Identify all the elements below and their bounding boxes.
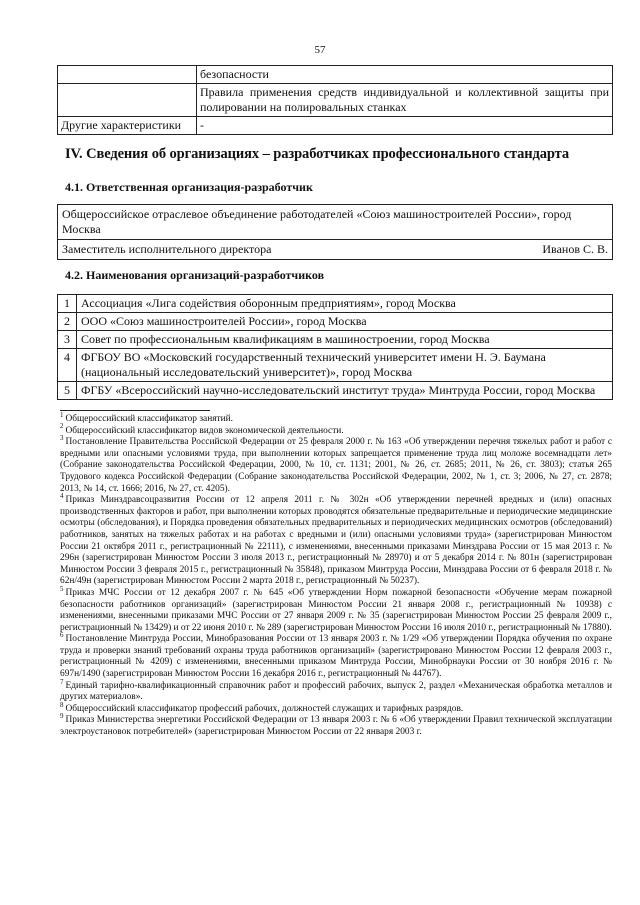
footnote-marker: 5: [60, 584, 64, 593]
table-cell: Правила применения средств индивидуальной и коллективной защиты при полировании на полировальных станках: [197, 84, 613, 117]
signatory-cell: [58, 240, 613, 260]
footnote-marker: 4: [60, 492, 64, 501]
footnote-marker: 3: [60, 434, 64, 443]
footnote-text: Приказ Министерства энергетики Российской Федерации от 13 января 2003 г. № 6 «Об утверждении Правил технической эксплуатации электроустановок потребителей» (зарегистрирован Минюстом России от 22 января 2003 г.: [60, 715, 612, 738]
footnote-text: Приказ Минздравсоцразвития России от 12 апреля 2011 г. № 302н «Об утверждении перечней вредных и (или) опасных производственных факторов и работ, при выполнении которых проводятся обязательные предварительные и периодические медицинские осмотры (обследования), и Порядка проведения обязательных предварительных и периодических медицинских осмотров (обследований) работников, занятых на тяжелых работах и на работах с вредными и (или) опасными условиями труда» (зарегистрирован Минюстом России 21 октября 2011 г., регистрационный № 22111), с изменениями, внесенными приказами Минздрава России от 15 мая 2013 г. № 296н (зарегистрирован Минюстом России 3 июля 2013 г., регистрационный № 28970) и от 5 декабря 2014 г. № 801н (зарегистрирован Минюстом России 3 февраля 2015 г., регистрационный № 35848), приказом Минтруда России, Минздрава России от 6 февраля 2018 г. № 62н/49н (зарегистрирован Минюстом России 2 марта 2018 г., регистрационный № 50237).: [60, 495, 612, 587]
table-cell: -: [197, 117, 613, 135]
responsible-org-table: [57, 204, 613, 260]
table-cell: [58, 84, 197, 117]
footnote: [60, 492, 612, 588]
table-row: [58, 349, 613, 382]
table-row: [58, 84, 613, 117]
footnote-marker: 7: [60, 677, 64, 686]
responsible-org-heading: 4.1. Ответственная организация-разработчик: [65, 180, 313, 194]
table-row: [58, 240, 613, 260]
footnote-marker: 9: [60, 712, 64, 721]
characteristics-table: [57, 65, 613, 135]
position-title: Заместитель исполнительного директора: [62, 242, 272, 256]
footnote-text: Общероссийский классификатор профессий рабочих, должностей служащих и тарифных разрядов.: [65, 703, 464, 714]
footnote: [60, 712, 612, 738]
row-number: 2: [58, 313, 77, 331]
footnote: [60, 584, 612, 634]
table-cell: [58, 66, 197, 84]
row-number: 4: [58, 349, 77, 382]
footnote: [60, 700, 612, 716]
footnote: [60, 631, 612, 680]
developers-table: [57, 294, 613, 400]
table-row: [58, 66, 613, 84]
table-row: [58, 313, 613, 331]
row-number: 1: [58, 295, 77, 313]
footnotes: [60, 410, 612, 739]
org-name-cell: Общероссийское отраслевое объединение работодателей «Союз машиностроителей России», город Москва: [58, 205, 613, 240]
footnote: [60, 434, 612, 495]
developer-name: Совет по профессиональным квалификациям в машиностроении, город Москва: [77, 331, 613, 349]
person-name: Иванов С. В.: [542, 242, 608, 256]
developer-name: ФГБОУ ВО «Московский государственный технический университет имени Н. Э. Баумана (национальный исследовательский университет)», город Москва: [77, 349, 613, 382]
table-row: [58, 205, 613, 240]
footnote-text: Общероссийский классификатор видов экономической деятельности.: [65, 425, 344, 436]
footnote-text: Постановление Минтруда России, Минобразования России от 13 января 2003 г. № 1/29 «Об утверждении Порядка обучения по охране труда и проверки знаний требований охраны труда работников организаций» (зарегистрировано Минюстом России 12 февраля 2003 г., регистрационный № 4209) с изменениями, внесенными приказом Минтруда России, Минобрнауки России от 30 ноября 2016 г. № 697н/1490 (зарегистрирован Минюстом России 16 декабря 2016 г., регистрационный № 44767).: [60, 634, 612, 680]
table-cell: безопасности: [197, 66, 613, 84]
footnote: [60, 677, 612, 704]
footnote-marker: 1: [60, 410, 64, 419]
table-row: [58, 331, 613, 349]
table-row: [58, 382, 613, 400]
footnote: [60, 410, 612, 426]
footnote-text: Общероссийский классификатор занятий.: [65, 414, 233, 424]
section-title: IV. Сведения об организациях – разработчиках профессионального стандарта: [65, 146, 570, 162]
table-row: [58, 295, 613, 313]
developer-name: Ассоциация «Лига содействия оборонным предприятиям», город Москва: [77, 295, 613, 313]
footnote-marker: 8: [60, 700, 64, 709]
table-row: [58, 117, 613, 135]
footnote-marker: 2: [60, 422, 64, 431]
row-number: 3: [58, 331, 77, 349]
table-cell: Другие характеристики: [58, 117, 197, 135]
developers-heading: 4.2. Наименования организаций-разработчиков: [65, 268, 325, 282]
footnote-text: Постановление Правительства Российской Федерации от 25 февраля 2000 г. № 163 «Об утверждении перечня тяжелых работ и работ с вредными или опасными условиями труда, при выполнении которых запрещается применение труда лиц моложе восемнадцати лет» (Собрание законодательства Российской Федерации, 2000, № 10, ст. 1131; 2001, № 26, ст. 2685; 2011, № 26, ст. 3803); статья 265 Трудового кодекса Российской Федерации (Собрание законодательства Российской Федерации, 2002, № 1, ст. 3; 2006, № 27, ст. 2878; 2013, № 14, ст. 1666; 2016, № 27, ст. 4205).: [60, 437, 612, 494]
page-number: 57: [314, 44, 326, 56]
developer-name: ООО «Союз машиностроителей России», город Москва: [77, 313, 613, 331]
footnote-text: Единый тарифно-квалификационный справочник работ и профессий рабочих, выпуск 2, раздел «Механическая обработка металлов и других материалов».: [60, 680, 612, 703]
row-number: 5: [58, 382, 77, 400]
developer-name: ФГБУ «Всероссийский научно-исследовательский институт труда» Минтруда России, город Москва: [77, 382, 613, 400]
footnote-marker: 6: [60, 631, 64, 640]
footnote-divider: [60, 410, 210, 411]
footnote-text: Приказ МЧС России от 12 декабря 2007 г. № 645 «Об утверждении Норм пожарной безопасности «Обучение мерам пожарной безопасности работников организаций» (зарегистрирован Минюстом России 21 января 2008 г., регистрационный № 10938) с изменениями, внесенными приказами МЧС России от 27 января 2009 г. № 35 (зарегистрирован Минюстом России 25 февраля 2009 г., регистрационный № 13429) и от 22 июня 2010 г. № 289 (зарегистрирован Минюстом России 16 июля 2010 г., регистрационный № 17880).: [60, 587, 612, 633]
footnote: [60, 422, 612, 438]
